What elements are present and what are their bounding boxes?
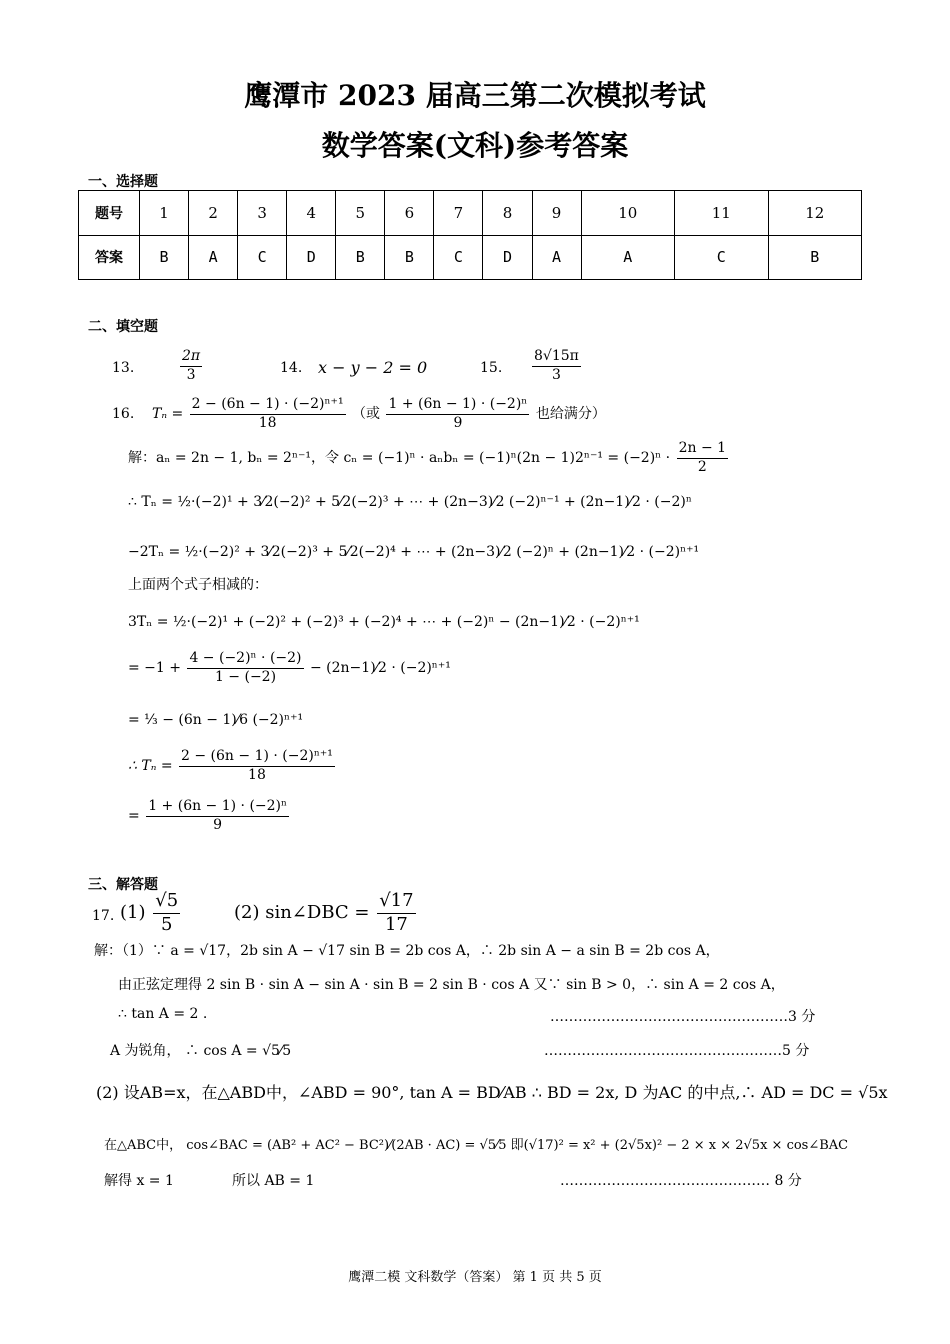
choice-answer-table — [78, 190, 862, 280]
q16-alt-numerator: 1 + (6n − 1) · (−2)ⁿ — [386, 396, 529, 415]
q16-lhs: Tₙ = — [152, 406, 184, 422]
section-fill-heading: 二、填空题 — [88, 319, 158, 335]
sol16-line6-denominator: 1 − (−2) — [214, 668, 277, 685]
sol16-line8-numerator: 2 − (6n − 1) · (−2)ⁿ⁺¹ — [179, 748, 335, 767]
sol16-line5: 3Tₙ = ½·(−2)¹ + (−2)² + (−2)³ + (−2)⁴ + ⋯ + (−2)ⁿ − (2n−1)⁄2 · (−2)ⁿ⁺¹ — [128, 614, 640, 630]
question-number-cell: 12 — [768, 191, 862, 236]
q14-answer: x − y − 2 = 0 — [318, 358, 428, 377]
q16-numerator: 2 − (6n − 1) · (−2)ⁿ⁺¹ — [190, 396, 346, 415]
sol16-line4: 上面两个式子相减的： — [128, 577, 268, 593]
question-number-cell: 6 — [385, 191, 434, 236]
q13-label: 13. — [112, 360, 135, 376]
q17-answer-2-numerator: √17 — [377, 890, 415, 914]
answer-cell: B — [385, 235, 434, 280]
question-number-cell: 8 — [483, 191, 532, 236]
q15-denominator: 3 — [551, 366, 561, 383]
question-number-cell: 11 — [675, 191, 768, 236]
q17-label: 17. — [92, 908, 115, 924]
q13-denominator: 3 — [186, 366, 196, 383]
q17-score-5: ……………………………………………5 分 — [544, 1043, 810, 1059]
sol16-line8 — [128, 748, 337, 784]
q17-answer-1 — [120, 890, 182, 936]
page-title: 鹰潭市 2023 届高三第二次模拟考试 — [244, 79, 706, 112]
q17-answer-1-prefix: (1) — [120, 902, 146, 923]
q17-score-8: ……………………………………… 8 分 — [560, 1173, 802, 1189]
q13-answer — [178, 348, 204, 384]
sol16-line2: ∴ Tₙ = ½·(−2)¹ + 3⁄2(−2)² + 5⁄2(−2)³ + ⋯ + (2n−3)⁄2 (−2)ⁿ⁻¹ + (2n−1)⁄2 · (−2)ⁿ — [128, 494, 692, 510]
answer-cell: D — [287, 235, 336, 280]
q13-numerator: 2π — [180, 348, 202, 367]
question-number-cell: 3 — [238, 191, 287, 236]
answer-cell: B — [140, 235, 189, 280]
q17-answer-1-numerator: √5 — [153, 890, 180, 914]
sol16-line9-pre: = — [128, 808, 140, 824]
q17-part2-result: 解得 x = 1 — [104, 1173, 174, 1189]
q17-solution-line2: 由正弦定理得 2 sin B · sin A − sin A · sin B = 2 sin B · cos A 又∵ sin B > 0，∴ sin A = 2 cos A， — [118, 977, 785, 993]
answer-cell: B — [768, 235, 862, 280]
question-number-cell: 1 — [140, 191, 189, 236]
sol16-line3: −2Tₙ = ½·(−2)² + 3⁄2(−2)³ + 5⁄2(−2)⁴ + ⋯ + (2n−3)⁄2 (−2)ⁿ + (2n−1)⁄2 · (−2)ⁿ⁺¹ — [128, 544, 700, 560]
sol16-line7: = ⅓ − (6n − 1)⁄6 (−2)ⁿ⁺¹ — [128, 712, 304, 728]
question-number-cell: 4 — [287, 191, 336, 236]
page-subtitle: 数学答案(文科)参考答案 — [321, 129, 629, 162]
q17-answer-2 — [234, 890, 418, 936]
q17-part2-conclusion: 所以 AB = 1 — [232, 1173, 315, 1189]
sol16-line9-denominator: 9 — [213, 816, 223, 833]
q16-or-text: （或 — [352, 406, 381, 422]
sol16-line6-numerator: 4 − (−2)ⁿ · (−2) — [187, 650, 303, 669]
table-row — [79, 235, 862, 280]
table-header-cell: 题号 — [79, 191, 140, 236]
q17-solution-line3: ∴ tan A = 2 . — [118, 1006, 208, 1022]
sol16-line1-text: 解：aₙ = 2n − 1, bₙ = 2ⁿ⁻¹，令 cₙ = (−1)ⁿ · aₙbₙ = (−1)ⁿ(2n − 1)2ⁿ⁻¹ = (−2)ⁿ · — [128, 450, 671, 466]
q16-answer — [152, 396, 606, 432]
q17-solution-line1: 解：（1）∵ a = √17，2b sin A − √17 sin B = 2b cos A，∴ 2b sin A − a sin B = 2b cos A， — [94, 943, 720, 959]
answer-cell: D — [483, 235, 532, 280]
q16-label: 16. — [112, 406, 135, 422]
answer-cell: C — [238, 235, 287, 280]
q17-answer-2-denominator: 17 — [384, 913, 408, 935]
q14-label: 14. — [280, 360, 303, 376]
sol16-line6-post: − (2n−1)⁄2 · (−2)ⁿ⁺¹ — [309, 660, 451, 676]
q17-part2-line1: (2) 设AB=x，在△ABD中，∠ABD = 90°, tan A = BD⁄AB ∴ BD = 2x, D 为AC 的中点,∴ AD = DC = √5x — [96, 1083, 888, 1102]
sol16-line9-numerator: 1 + (6n − 1) · (−2)ⁿ — [146, 798, 289, 817]
table-header-cell: 答案 — [79, 235, 140, 280]
section-choice-heading: 一、选择题 — [88, 174, 158, 190]
sol16-line1-denominator: 2 — [697, 458, 707, 475]
question-number-cell: 9 — [532, 191, 581, 236]
q17-solution-line4: A 为锐角， ∴ cos A = √5⁄5 — [110, 1043, 292, 1059]
q17-part2-line2: 在△ABC中， cos∠BAC = (AB² + AC² − BC²)⁄(2AB · AC) = √5⁄5 即(√17)² = x² + (2√5x)² − 2 × x × 2√5x × cos∠BAC — [104, 1138, 849, 1153]
sol16-line8-pre: ∴ Tₙ = — [128, 758, 173, 774]
q15-answer — [530, 348, 583, 384]
section-solution-heading: 三、解答题 — [88, 877, 158, 893]
answer-cell: C — [434, 235, 483, 280]
sol16-line1 — [128, 440, 730, 476]
question-number-cell: 2 — [189, 191, 238, 236]
q17-answer-1-denominator: 5 — [160, 913, 173, 935]
q16-note: 也给满分） — [535, 406, 606, 422]
answer-cell: A — [189, 235, 238, 280]
question-number-cell: 5 — [336, 191, 385, 236]
answer-cell: C — [675, 235, 768, 280]
q16-denominator: 18 — [258, 414, 277, 431]
q17-score-3: ……………………………………………3 分 — [550, 1009, 816, 1025]
answer-cell: A — [532, 235, 581, 280]
answer-cell: B — [336, 235, 385, 280]
answer-cell: A — [581, 235, 674, 280]
table-row — [79, 191, 862, 236]
q17-answer-2-prefix: (2) sin∠DBC = — [234, 902, 370, 923]
sol16-line6-pre: = −1 + — [128, 660, 181, 676]
sol16-line9 — [128, 798, 291, 834]
q16-alt-denominator: 9 — [453, 414, 463, 431]
sol16-line8-denominator: 18 — [248, 766, 266, 783]
sol16-line1-numerator: 2n − 1 — [677, 440, 728, 459]
question-number-cell: 7 — [434, 191, 483, 236]
page-footer: 鹰潭二模 文科数学（答案） 第 1 页 共 5 页 — [348, 1270, 602, 1285]
q15-label: 15. — [480, 360, 503, 376]
sol16-line6 — [128, 650, 451, 686]
q15-numerator: 8√15π — [532, 348, 581, 367]
question-number-cell: 10 — [581, 191, 674, 236]
